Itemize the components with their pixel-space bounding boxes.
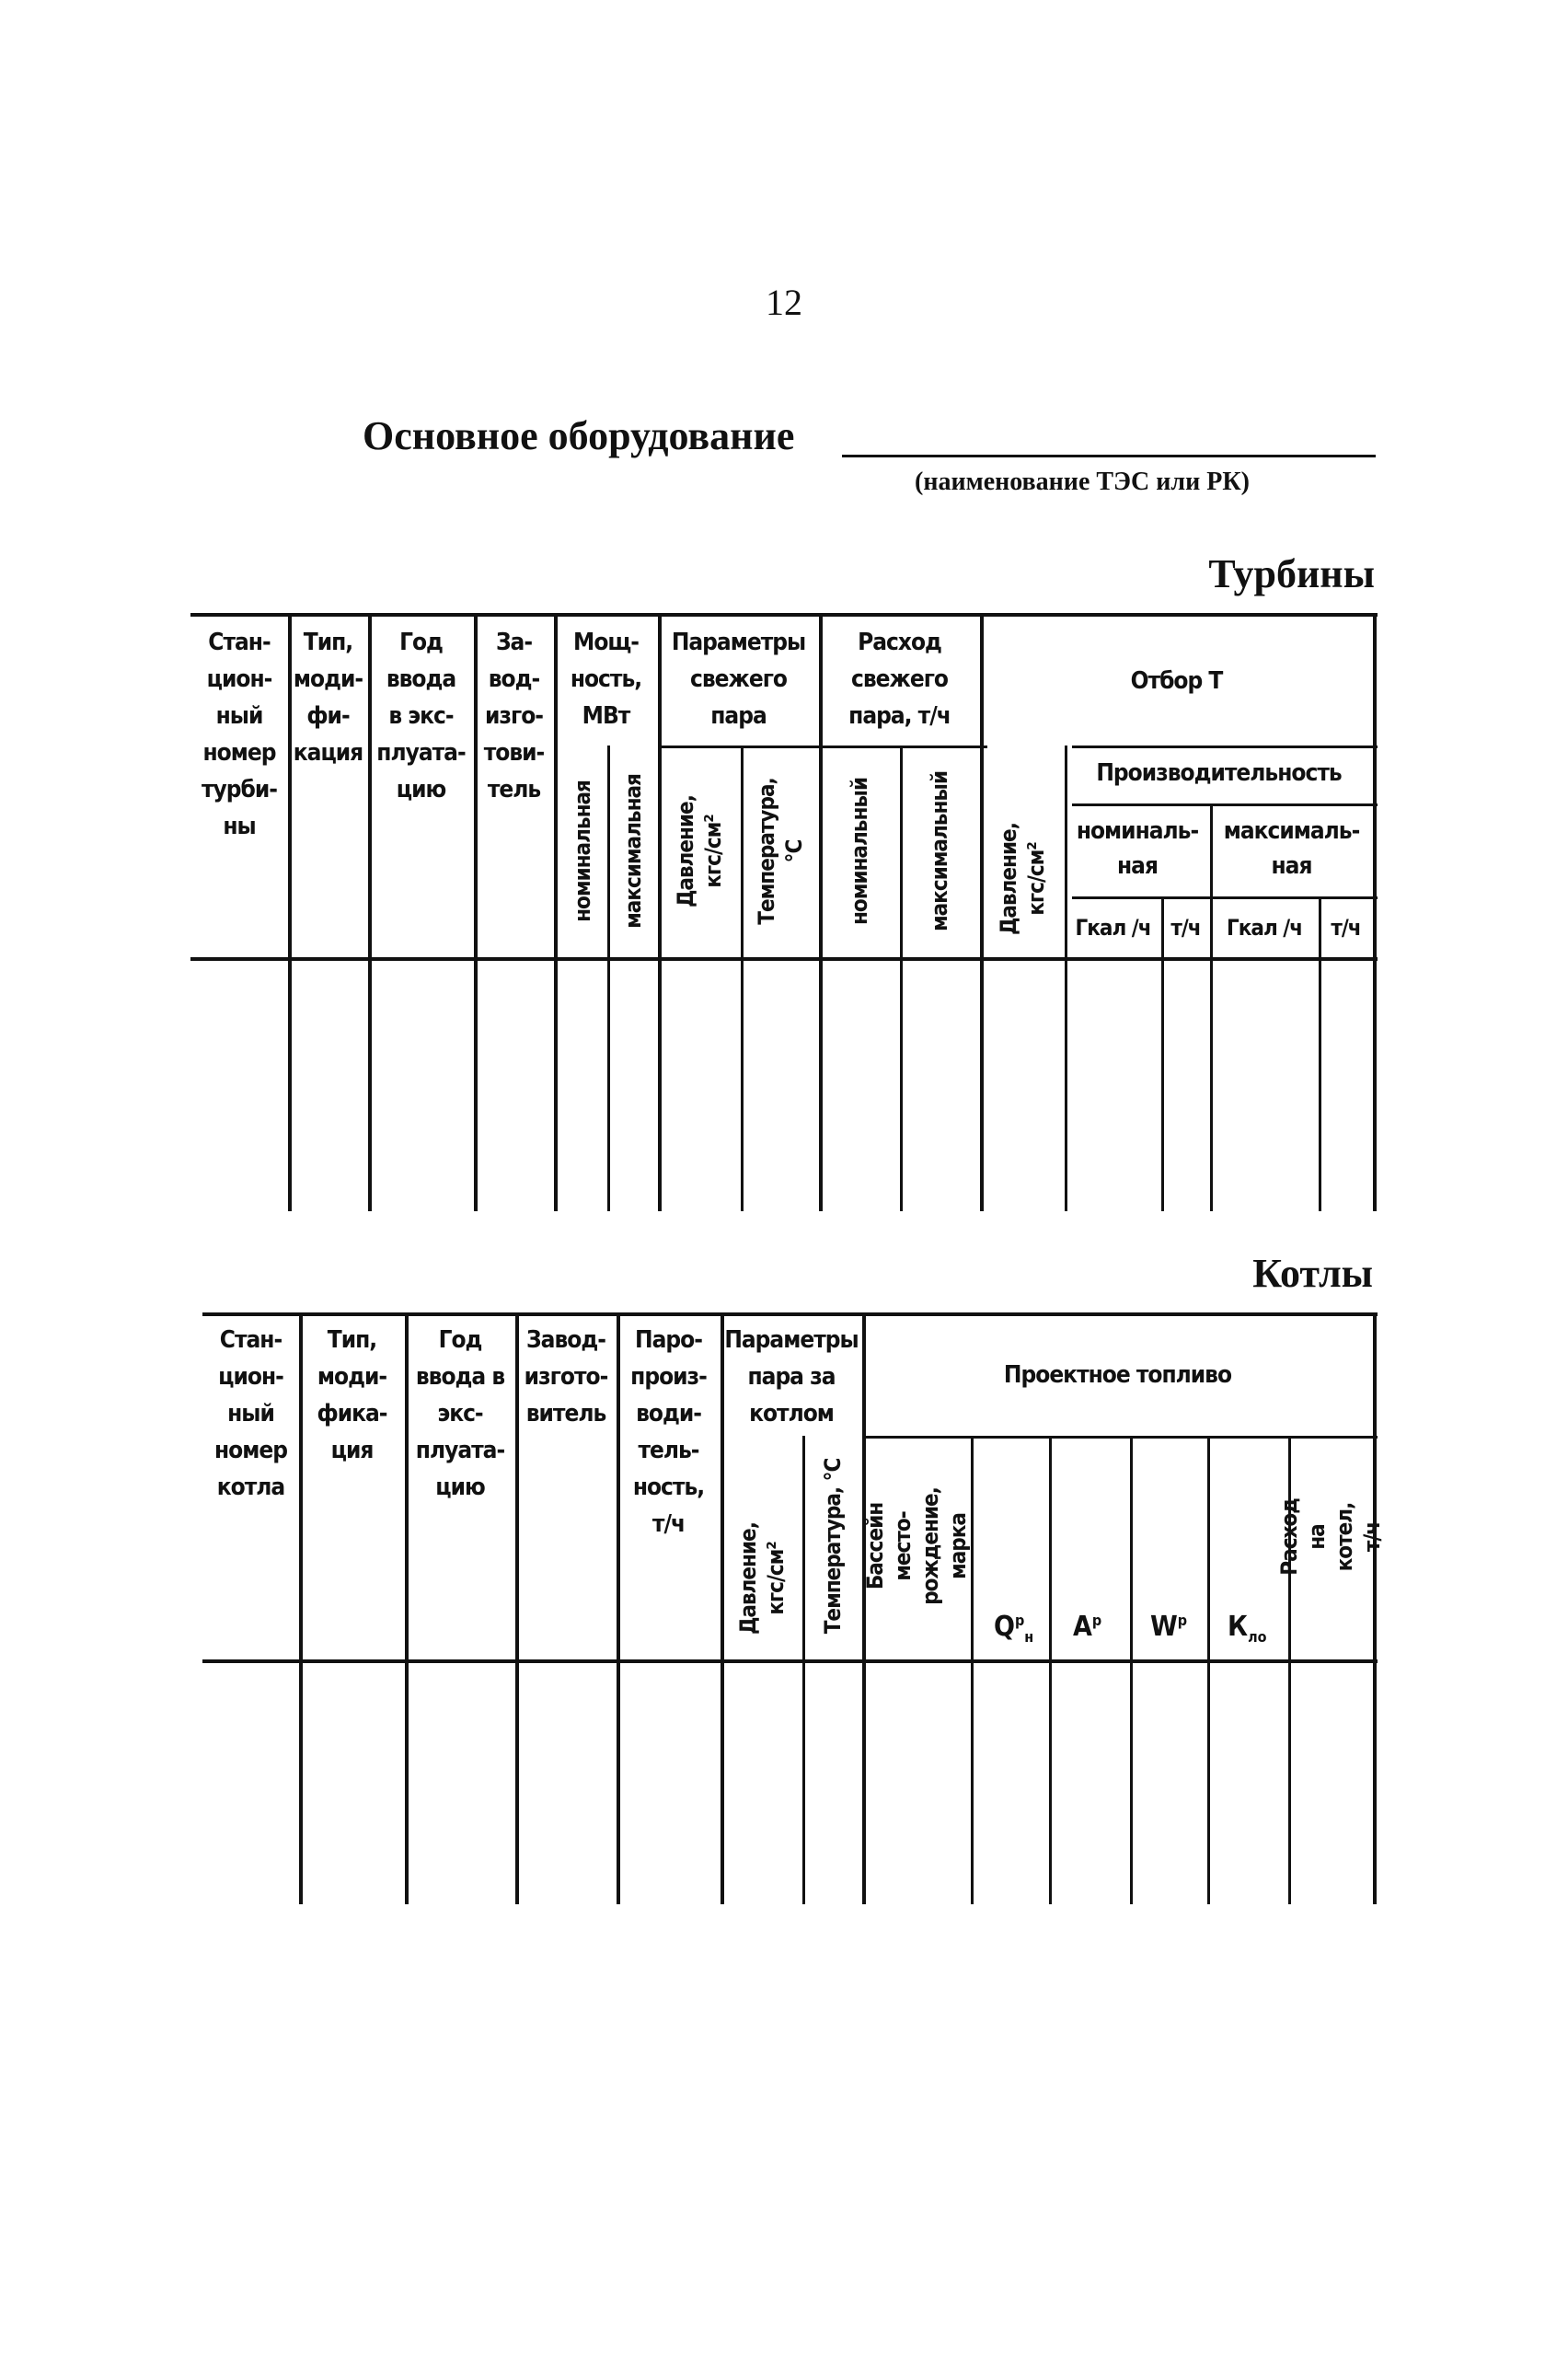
turbines-header-pressure-text: Давление, кгс/см² bbox=[673, 795, 726, 907]
turbines-header-flow-nominal-text: номинальный bbox=[847, 777, 872, 926]
boilers-header-temperature-text: Температура, °С bbox=[820, 1458, 846, 1635]
turbines-header-station-number: Стан- цион- ный номер турби- ны bbox=[202, 629, 277, 840]
q-symbol: Q bbox=[994, 1611, 1015, 1643]
turbines-header-nominal: номиналь- ная bbox=[1076, 817, 1199, 880]
turbines-header-fresh-steam-params: Параметры свежего пара bbox=[671, 629, 806, 730]
turbines-header-flow-max-text: максимальный bbox=[927, 770, 952, 932]
turbines-column-line bbox=[741, 746, 744, 1211]
boilers-top-border bbox=[202, 1312, 1378, 1316]
boilers-header-w bbox=[1150, 1611, 1187, 1643]
turbines-header-th-1: т/ч bbox=[1170, 915, 1201, 941]
boilers-header-consumption-text: Расход на котел, т/ч bbox=[1276, 1498, 1385, 1576]
a-symbol: А bbox=[1073, 1611, 1092, 1643]
turbines-header-maximum: максималь- ная bbox=[1223, 817, 1360, 880]
turbines-header-extraction: Отбор Т bbox=[1130, 667, 1223, 695]
turbines-column-line bbox=[980, 613, 984, 1211]
boilers-header-station-number: Стан- цион- ный номер котла bbox=[214, 1326, 287, 1501]
turbines-section-title: Турбины bbox=[1208, 551, 1375, 596]
page-title: Основное оборудование bbox=[363, 413, 795, 458]
turbines-header-gcal-2: Гкал /ч bbox=[1226, 915, 1303, 941]
boilers-header-year: Год ввода в экс- плуата- цию bbox=[415, 1326, 505, 1501]
turbines-header-power-max-text: максимальная bbox=[620, 774, 646, 929]
turbines-header-power-nominal-text: номинальная bbox=[570, 780, 595, 922]
turbines-header-productivity: Производительность bbox=[1096, 759, 1342, 787]
turbines-header-manufacturer: За- вод- изго- тови- тель bbox=[483, 629, 545, 803]
k-subscript: ло bbox=[1248, 1628, 1267, 1646]
page-subtitle: (наименование ТЭС или РК) bbox=[915, 468, 1250, 496]
turbines-column-line bbox=[1373, 613, 1377, 1211]
title-fill-line bbox=[842, 455, 1376, 457]
boilers-column-line bbox=[1049, 1436, 1052, 1904]
boilers-header-design-fuel: Проектное топливо bbox=[1003, 1361, 1232, 1389]
turbines-group-divider bbox=[1072, 803, 1378, 806]
w-superscript: р bbox=[1177, 1612, 1188, 1629]
turbines-column-line bbox=[900, 746, 903, 1211]
boilers-header-q bbox=[994, 1611, 1033, 1646]
boilers-column-line bbox=[1207, 1436, 1210, 1904]
boilers-section-title: Котлы bbox=[1252, 1251, 1373, 1296]
boilers-header-bottom bbox=[202, 1659, 1378, 1663]
boilers-header-pressure-text: Давление, кгс/см² bbox=[735, 1522, 789, 1635]
turbines-header-extraction-pressure-text: Давление, кгс/см² bbox=[996, 823, 1049, 935]
boilers-header-a bbox=[1073, 1611, 1101, 1643]
boilers-header-capacity: Паро- произ- води- тель- ность, т/ч bbox=[630, 1326, 707, 1538]
boilers-column-line bbox=[862, 1312, 866, 1904]
boilers-header-type: Тип, моди- фика- ция bbox=[317, 1326, 387, 1464]
page-number: 12 bbox=[766, 282, 802, 323]
boilers-header-basin-text: Бассейн место- рождение, марка bbox=[862, 1487, 971, 1605]
boilers-group-divider bbox=[862, 1436, 1378, 1439]
w-symbol: W bbox=[1150, 1611, 1178, 1643]
boilers-column-line bbox=[802, 1436, 805, 1904]
turbines-header-th-2: т/ч bbox=[1331, 915, 1361, 941]
k-symbol: К bbox=[1228, 1611, 1249, 1643]
boilers-header-steam-params: Параметры пара за котлом bbox=[724, 1326, 859, 1428]
turbines-group-divider bbox=[1072, 896, 1378, 899]
turbines-header-temperature-text: Температура, °С bbox=[754, 778, 807, 925]
boilers-header-manufacturer: Завод- изгото- витель bbox=[524, 1326, 608, 1428]
boilers-column-line bbox=[1130, 1436, 1133, 1904]
q-subscript: н bbox=[1024, 1628, 1034, 1646]
boilers-column-line bbox=[1373, 1312, 1377, 1904]
turbines-header-gcal-1: Гкал /ч bbox=[1075, 915, 1151, 941]
turbines-group-divider bbox=[1072, 746, 1378, 748]
turbines-header-fresh-steam-flow: Расход свежего пара, т/ч bbox=[848, 629, 951, 730]
a-superscript: р bbox=[1091, 1612, 1102, 1629]
turbines-header-year: Год ввода в экс- плуата- цию bbox=[376, 629, 466, 803]
turbines-header-type: Тип, моди- фи- кация bbox=[293, 629, 363, 767]
q-superscript: р bbox=[1014, 1612, 1025, 1629]
turbines-group-divider bbox=[658, 746, 987, 748]
turbines-column-line bbox=[607, 746, 610, 1211]
turbines-header-power: Мощ- ность, МВт bbox=[570, 629, 642, 730]
boilers-header-k bbox=[1228, 1611, 1267, 1646]
